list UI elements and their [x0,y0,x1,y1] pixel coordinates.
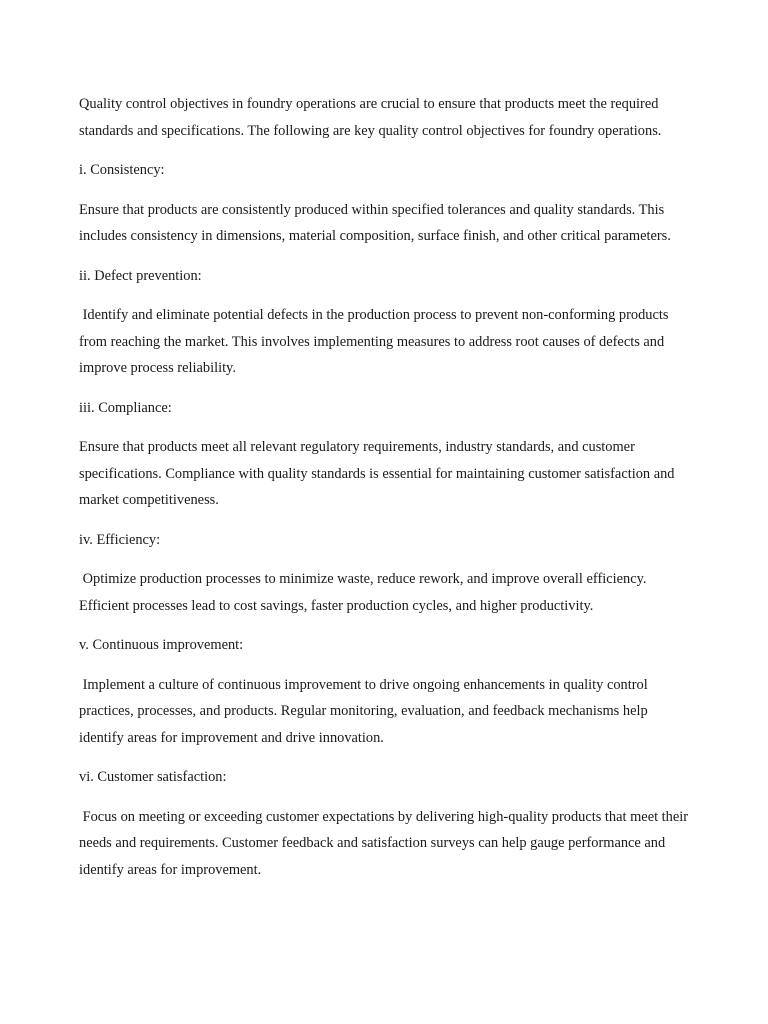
section-body-continuous-improvement: Implement a culture of continuous improvement to drive ongoing enhancements in quality control practices, processes, and products. Regular monitoring, evaluation, and feedback mechanisms help identify areas for improvement and drive innovation. [79,676,652,746]
section-body-defect-prevention: Identify and eliminate potential defects in the production process to prevent non-conforming products from reaching the market. This involves implementing measures to address root causes of defects and improve process reliability. [79,307,673,376]
section-heading-customer-satisfaction: vi. Customer satisfaction: [79,769,227,785]
section-heading-efficiency: iv. Efficiency: [79,531,161,548]
section-body-customer-satisfaction: Focus on meeting or exceeding customer expectations by delivering high-quality products that meet their needs and requirements. Customer feedback and satisfaction surveys can help gauge performance and identify areas for improvement. [79,808,692,878]
section-body-consistency: Ensure that products are consistently produced within specified tolerances and quality standards. This includes consistency in dimensions, material composition, surface finish, and other critical parameters. [79,201,671,244]
document-page [79,91,694,896]
section-body-compliance: Ensure that products meet all relevant regulatory requirements, industry standards, and customer specifications. Compliance with quality standards is essential for maintaining customer satisfaction and market competitiveness. [79,439,679,508]
section-heading-compliance: iii. Compliance: [79,399,172,416]
section-body-efficiency: Optimize production processes to minimize waste, reduce rework, and improve overall efficiency. Efficient processes lead to cost savings, faster production cycles, and higher productivity. [79,571,651,614]
section-heading-defect-prevention: ii. Defect prevention: [79,267,202,284]
intro-paragraph: Quality control objectives in foundry operations are crucial to ensure that products meet the required standards and specifications. The following are key quality control objectives for foundry operations. [79,96,663,139]
section-heading-consistency: i. Consistency: [79,162,165,178]
section-heading-continuous-improvement: v. Continuous improvement: [79,637,244,653]
